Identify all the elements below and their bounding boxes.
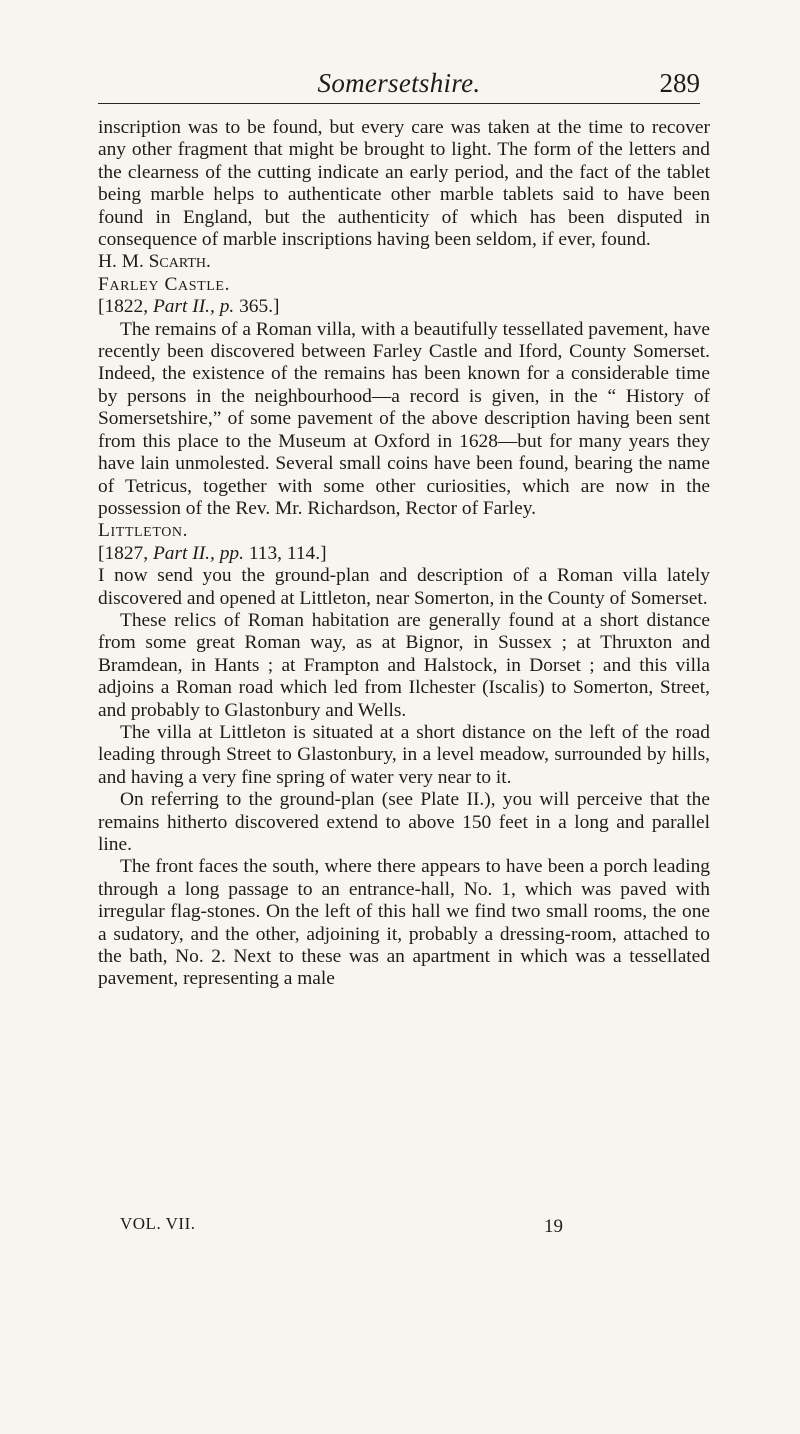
volume-mark: VOL. VII. xyxy=(120,1214,196,1233)
citation-part: Part II., pp. xyxy=(152,542,244,564)
citation-pages: 365.] xyxy=(234,296,280,318)
citation-littleton xyxy=(98,543,710,565)
header-rule xyxy=(98,103,700,104)
citation-farley xyxy=(98,296,710,318)
page-footer xyxy=(98,1214,700,1238)
paragraph-inscription: inscription was to be found, but every care was taken at the time to recover any other fragment that might be brought to light. The form of the letters and the clearness of the cutting indicate an early period, and the fact of the tablet being marble helps to authenticate other marble tablets said to have been found in England, but the authenticity of which has been disputed in consequence of marble inscriptions having been seldom, if ever, found. xyxy=(98,117,710,251)
body-text xyxy=(98,117,710,991)
section-title-farley-castle: Farley Castle. xyxy=(98,273,231,295)
page-header xyxy=(98,66,700,104)
citation-pages: 113, 114.] xyxy=(243,542,327,564)
paragraph-farley: The remains of a Roman villa, with a beautifully tessellated pavement, have recently been discovered between Farley Castle and Iford, County Somerset. Indeed, the existence of the remains has been known for a considerable time by persons in the neighbourhood—a record is given, in the “ History of Somersetshire,” of some pavement of the above description having been sent from this place to the Museum at Oxford in 1628—but for many years they have lain unmolested. Several small coins have been found, bearing the name of Tetricus, together with some other curiosities, which are now in the possession of the Rev. Mr. Richardson, Rector of Farley. xyxy=(98,318,710,519)
paragraph-littleton-groundplan: On referring to the ground-plan (see Plate II.), you will perceive that the remains hitherto discovered extend to above 150 feet in a long and parallel line. xyxy=(98,789,710,855)
citation-part: Part II., p. xyxy=(152,296,235,318)
paragraph-littleton-situation: The villa at Littleton is situated at a short distance on the left of the road leading through Street to Glastonbury, in a level meadow, surrounded by hills, and having a very fine spring of water very near to it. xyxy=(98,721,710,788)
paragraph-littleton-front: The front faces the south, where there appears to have been a porch leading through a long passage to an entrance-hall, No. 1, which was paved with irregular flag-stones. On the left of this hall we find two small rooms, the one a sudatory, and the other, adjoining it, probably a dressing-room, attached to the bath, No. 2. Next to these was an apartment in which was a tessellated pavement, representing a male xyxy=(98,856,710,990)
paragraph-littleton-relics: These relics of Roman habitation are generally found at a short distance from some great Roman way, as at Bignor, in Sussex ; at Thruxton and Bramdean, in Hants ; at Frampton and Halstock, in Dorset ; and this villa adjoins a Roman road which led from Ilchester (Iscalis) to Somerton, Street, and probably to Glastonbury and Wells. xyxy=(98,609,710,721)
paragraph-littleton-intro: I now send you the ground-plan and description of a Roman villa lately discovered and opened at Littleton, near Somerton, in the County of Somerset. xyxy=(98,565,710,609)
citation-year: [1827, xyxy=(98,542,153,564)
author-signature: H. M. Scarth. xyxy=(98,251,211,273)
signature-mark: 19 xyxy=(544,1216,563,1237)
section-title-littleton: Littleton. xyxy=(98,520,189,542)
page-number: 289 xyxy=(659,68,700,98)
running-title: Somersetshire. xyxy=(317,68,481,98)
citation-year: [1822, xyxy=(98,296,153,318)
